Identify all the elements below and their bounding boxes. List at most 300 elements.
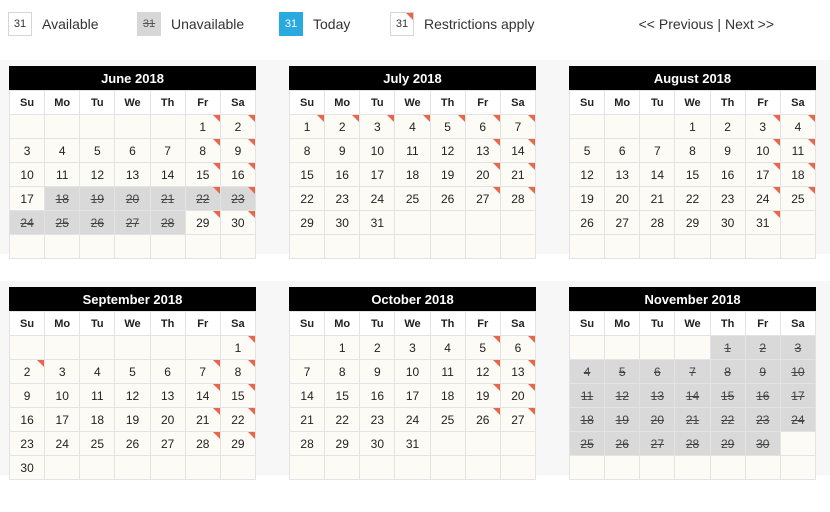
- empty-cell: [360, 456, 395, 480]
- empty-cell: [115, 456, 150, 480]
- weekday-header: Sa: [221, 312, 256, 336]
- empty-cell: [10, 336, 45, 360]
- day-cell[interactable]: 16: [325, 163, 360, 187]
- legend-unavailable-label: Unavailable: [171, 16, 245, 32]
- day-cell[interactable]: 26: [570, 211, 605, 235]
- weekday-header: Su: [10, 91, 45, 115]
- empty-cell: [605, 115, 640, 139]
- day-cell: 19: [80, 187, 115, 211]
- day-cell: 7: [675, 360, 710, 384]
- weekday-header: Th: [711, 91, 746, 115]
- day-cell[interactable]: 18: [431, 384, 466, 408]
- day-cell[interactable]: 13: [501, 360, 536, 384]
- day-cell: 11: [570, 384, 605, 408]
- weekday-header: Sa: [221, 91, 256, 115]
- day-cell[interactable]: 17: [10, 187, 45, 211]
- month-title: August 2018: [569, 66, 816, 90]
- day-cell: 28: [151, 211, 186, 235]
- day-cell[interactable]: 21: [290, 408, 325, 432]
- day-cell[interactable]: 1: [675, 115, 710, 139]
- day-cell[interactable]: 12: [570, 163, 605, 187]
- day-cell[interactable]: 3: [360, 115, 395, 139]
- day-cell[interactable]: 19: [431, 163, 466, 187]
- empty-cell: [781, 211, 816, 235]
- day-cell[interactable]: 18: [781, 163, 816, 187]
- weekday-header: Sa: [501, 312, 536, 336]
- day-cell[interactable]: 11: [45, 163, 80, 187]
- day-cell[interactable]: 27: [466, 187, 501, 211]
- empty-cell: [221, 456, 256, 480]
- day-cell[interactable]: 11: [395, 139, 430, 163]
- day-cell[interactable]: 14: [186, 384, 221, 408]
- day-cell[interactable]: 30: [10, 456, 45, 480]
- day-cell: 3: [781, 336, 816, 360]
- day-cell: 18: [45, 187, 80, 211]
- empty-cell: [80, 115, 115, 139]
- day-cell[interactable]: 2: [325, 115, 360, 139]
- day-cell: 18: [570, 408, 605, 432]
- day-cell[interactable]: 27: [151, 432, 186, 456]
- weekday-header: Mo: [605, 91, 640, 115]
- empty-cell: [605, 336, 640, 360]
- day-cell[interactable]: 15: [290, 163, 325, 187]
- empty-cell: [501, 235, 536, 259]
- nav-separator: |: [717, 16, 721, 32]
- day-cell[interactable]: 28: [186, 432, 221, 456]
- previous-link[interactable]: << Previous: [638, 16, 714, 32]
- day-cell: 16: [746, 384, 781, 408]
- day-cell[interactable]: 9: [10, 384, 45, 408]
- empty-cell: [640, 456, 675, 480]
- empty-cell: [221, 235, 256, 259]
- weekday-header: We: [675, 91, 710, 115]
- day-cell[interactable]: 1: [221, 336, 256, 360]
- day-cell[interactable]: 13: [466, 139, 501, 163]
- weekday-header: We: [115, 312, 150, 336]
- day-cell[interactable]: 23: [360, 408, 395, 432]
- legend-today: [279, 10, 350, 38]
- day-cell[interactable]: 8: [290, 139, 325, 163]
- month-title: November 2018: [569, 287, 816, 311]
- weekday-header: Th: [151, 312, 186, 336]
- day-cell[interactable]: 22: [325, 408, 360, 432]
- day-cell[interactable]: 5: [115, 360, 150, 384]
- empty-cell: [80, 336, 115, 360]
- weekday-header: Fr: [466, 91, 501, 115]
- weekday-header: Tu: [80, 91, 115, 115]
- day-cell[interactable]: 17: [45, 408, 80, 432]
- empty-cell: [781, 456, 816, 480]
- empty-cell: [570, 336, 605, 360]
- day-cell[interactable]: 6: [466, 115, 501, 139]
- day-cell: 29: [711, 432, 746, 456]
- day-cell[interactable]: 4: [781, 115, 816, 139]
- day-cell[interactable]: 10: [10, 163, 45, 187]
- empty-cell: [675, 336, 710, 360]
- calendar-month: [569, 66, 816, 259]
- weekday-header: Fr: [746, 91, 781, 115]
- day-cell[interactable]: 15: [675, 163, 710, 187]
- day-cell[interactable]: 15: [186, 163, 221, 187]
- calendar-month: [9, 66, 256, 259]
- legend-restrictions: [390, 10, 535, 38]
- day-cell[interactable]: 17: [395, 384, 430, 408]
- day-cell: 21: [675, 408, 710, 432]
- empty-cell: [45, 115, 80, 139]
- day-cell[interactable]: 2: [360, 336, 395, 360]
- day-cell[interactable]: 5: [466, 336, 501, 360]
- weekday-header: We: [395, 91, 430, 115]
- day-cell[interactable]: 2: [10, 360, 45, 384]
- day-cell: 26: [80, 211, 115, 235]
- empty-cell: [431, 211, 466, 235]
- day-cell[interactable]: 12: [115, 384, 150, 408]
- day-cell[interactable]: 17: [746, 163, 781, 187]
- day-cell[interactable]: 30: [711, 211, 746, 235]
- empty-cell: [360, 235, 395, 259]
- day-cell[interactable]: 1: [186, 115, 221, 139]
- day-cell[interactable]: 14: [290, 384, 325, 408]
- day-cell[interactable]: 25: [80, 432, 115, 456]
- calendar-month: [569, 287, 816, 480]
- empty-cell: [431, 456, 466, 480]
- weekday-header: We: [395, 312, 430, 336]
- day-cell[interactable]: 30: [360, 432, 395, 456]
- empty-cell: [325, 235, 360, 259]
- day-grid: [9, 90, 256, 259]
- day-cell[interactable]: 31: [395, 432, 430, 456]
- day-cell[interactable]: 10: [360, 139, 395, 163]
- weekday-header: Tu: [360, 312, 395, 336]
- day-cell[interactable]: 13: [115, 163, 150, 187]
- next-link[interactable]: Next >>: [724, 16, 774, 32]
- day-cell[interactable]: 11: [781, 139, 816, 163]
- day-cell: 23: [746, 408, 781, 432]
- day-cell[interactable]: 7: [151, 139, 186, 163]
- day-cell[interactable]: 24: [45, 432, 80, 456]
- day-cell: 23: [221, 187, 256, 211]
- legend-available-label: Available: [42, 16, 99, 32]
- day-cell[interactable]: 7: [290, 360, 325, 384]
- empty-cell: [675, 456, 710, 480]
- day-cell: 30: [746, 432, 781, 456]
- day-cell[interactable]: 21: [186, 408, 221, 432]
- day-cell: 10: [781, 360, 816, 384]
- empty-cell: [325, 456, 360, 480]
- day-cell[interactable]: 23: [325, 187, 360, 211]
- day-cell[interactable]: 19: [115, 408, 150, 432]
- empty-cell: [570, 235, 605, 259]
- day-grid: [9, 311, 256, 480]
- day-cell[interactable]: 25: [431, 408, 466, 432]
- day-cell[interactable]: 10: [395, 360, 430, 384]
- weekday-header: We: [675, 312, 710, 336]
- day-cell[interactable]: 5: [431, 115, 466, 139]
- day-grid: [289, 90, 536, 259]
- weekday-header: Th: [431, 312, 466, 336]
- day-grid: [289, 311, 536, 480]
- day-cell[interactable]: 16: [360, 384, 395, 408]
- day-cell[interactable]: 13: [151, 384, 186, 408]
- day-cell[interactable]: 25: [395, 187, 430, 211]
- weekday-header: Mo: [325, 312, 360, 336]
- day-cell: 20: [640, 408, 675, 432]
- day-cell[interactable]: 29: [675, 211, 710, 235]
- day-grid: [569, 311, 816, 480]
- weekday-header: Su: [10, 312, 45, 336]
- day-cell[interactable]: 12: [80, 163, 115, 187]
- weekday-header: Su: [290, 312, 325, 336]
- day-cell[interactable]: 26: [115, 432, 150, 456]
- day-cell: 27: [115, 211, 150, 235]
- empty-cell: [395, 211, 430, 235]
- day-cell[interactable]: 10: [45, 384, 80, 408]
- empty-cell: [501, 456, 536, 480]
- day-cell[interactable]: 24: [395, 408, 430, 432]
- day-cell[interactable]: 19: [570, 187, 605, 211]
- day-cell[interactable]: 6: [151, 360, 186, 384]
- empty-cell: [186, 235, 221, 259]
- empty-cell: [10, 235, 45, 259]
- day-cell[interactable]: 4: [431, 336, 466, 360]
- day-cell[interactable]: 7: [186, 360, 221, 384]
- day-cell[interactable]: 23: [10, 432, 45, 456]
- empty-cell: [290, 456, 325, 480]
- day-cell: 20: [115, 187, 150, 211]
- day-cell[interactable]: 29: [221, 432, 256, 456]
- legend-today-label: Today: [313, 16, 351, 32]
- day-cell: 22: [186, 187, 221, 211]
- legend-unavailable: [137, 10, 244, 38]
- legend-restrictions-swatch: 31: [390, 12, 414, 36]
- calendar-month: [289, 287, 536, 480]
- day-cell[interactable]: 8: [325, 360, 360, 384]
- empty-cell: [115, 115, 150, 139]
- empty-cell: [45, 336, 80, 360]
- calendar-month: [289, 66, 536, 259]
- empty-cell: [746, 456, 781, 480]
- weekday-header: Fr: [186, 312, 221, 336]
- day-cell[interactable]: 12: [431, 139, 466, 163]
- empty-cell: [151, 235, 186, 259]
- weekday-header: Su: [570, 312, 605, 336]
- empty-cell: [45, 456, 80, 480]
- empty-cell: [186, 336, 221, 360]
- weekday-header: Tu: [80, 312, 115, 336]
- day-cell[interactable]: 14: [640, 163, 675, 187]
- day-cell[interactable]: 17: [360, 163, 395, 187]
- day-cell[interactable]: 29: [186, 211, 221, 235]
- day-cell[interactable]: 9: [221, 139, 256, 163]
- day-cell[interactable]: 14: [501, 139, 536, 163]
- day-cell[interactable]: 14: [151, 163, 186, 187]
- weekday-header: Fr: [746, 312, 781, 336]
- day-cell[interactable]: 12: [466, 360, 501, 384]
- day-cell[interactable]: 23: [711, 187, 746, 211]
- day-cell: 5: [605, 360, 640, 384]
- legend-unavailable-swatch: 31: [137, 12, 161, 36]
- day-cell[interactable]: 28: [290, 432, 325, 456]
- empty-cell: [80, 235, 115, 259]
- weekday-header: Sa: [781, 312, 816, 336]
- day-cell[interactable]: 20: [605, 187, 640, 211]
- empty-cell: [675, 235, 710, 259]
- day-cell[interactable]: 7: [640, 139, 675, 163]
- day-cell[interactable]: 9: [711, 139, 746, 163]
- month-title: September 2018: [9, 287, 256, 311]
- empty-cell: [605, 456, 640, 480]
- day-cell[interactable]: 2: [221, 115, 256, 139]
- day-cell[interactable]: 20: [501, 384, 536, 408]
- day-cell[interactable]: 3: [746, 115, 781, 139]
- empty-cell: [781, 432, 816, 456]
- day-cell[interactable]: 1: [290, 115, 325, 139]
- empty-cell: [80, 456, 115, 480]
- legend-today-swatch: 31: [279, 12, 303, 36]
- weekday-header: Mo: [45, 91, 80, 115]
- weekday-header: Fr: [466, 312, 501, 336]
- day-cell[interactable]: 6: [605, 139, 640, 163]
- day-cell[interactable]: 29: [325, 432, 360, 456]
- day-cell[interactable]: 6: [115, 139, 150, 163]
- day-cell: 17: [781, 384, 816, 408]
- empty-cell: [605, 235, 640, 259]
- day-cell[interactable]: 4: [395, 115, 430, 139]
- day-cell[interactable]: 26: [466, 408, 501, 432]
- day-cell: 4: [570, 360, 605, 384]
- day-cell[interactable]: 31: [746, 211, 781, 235]
- empty-cell: [151, 336, 186, 360]
- day-cell[interactable]: 3: [45, 360, 80, 384]
- day-cell[interactable]: 27: [501, 408, 536, 432]
- day-cell[interactable]: 9: [360, 360, 395, 384]
- empty-cell: [115, 235, 150, 259]
- day-cell[interactable]: 22: [675, 187, 710, 211]
- day-cell: 21: [151, 187, 186, 211]
- day-cell[interactable]: 13: [605, 163, 640, 187]
- day-cell[interactable]: 24: [746, 187, 781, 211]
- day-cell: 25: [570, 432, 605, 456]
- day-cell[interactable]: 27: [605, 211, 640, 235]
- day-cell[interactable]: 9: [325, 139, 360, 163]
- day-cell[interactable]: 7: [501, 115, 536, 139]
- legend-available-swatch: 31: [8, 12, 32, 36]
- weekday-header: Sa: [501, 91, 536, 115]
- day-cell: 26: [605, 432, 640, 456]
- empty-cell: [395, 456, 430, 480]
- day-cell[interactable]: 30: [325, 211, 360, 235]
- calendar-month: [9, 287, 256, 480]
- day-cell: 8: [711, 360, 746, 384]
- empty-cell: [431, 432, 466, 456]
- day-cell[interactable]: 8: [221, 360, 256, 384]
- legend-available: [8, 10, 99, 38]
- empty-cell: [45, 235, 80, 259]
- day-cell[interactable]: 26: [431, 187, 466, 211]
- weekday-header: Tu: [360, 91, 395, 115]
- day-cell[interactable]: 5: [80, 139, 115, 163]
- empty-cell: [746, 235, 781, 259]
- day-cell[interactable]: 16: [221, 163, 256, 187]
- empty-cell: [431, 235, 466, 259]
- day-cell: 24: [10, 211, 45, 235]
- day-cell: 2: [746, 336, 781, 360]
- day-cell[interactable]: 16: [711, 163, 746, 187]
- day-cell[interactable]: 24: [360, 187, 395, 211]
- day-cell[interactable]: 20: [151, 408, 186, 432]
- day-cell: 22: [711, 408, 746, 432]
- day-cell[interactable]: 28: [640, 211, 675, 235]
- empty-cell: [640, 336, 675, 360]
- day-cell[interactable]: 30: [221, 211, 256, 235]
- month-navigation: [639, 10, 774, 38]
- empty-cell: [466, 456, 501, 480]
- weekday-header: Su: [290, 91, 325, 115]
- day-cell[interactable]: 19: [466, 384, 501, 408]
- empty-cell: [640, 115, 675, 139]
- day-cell[interactable]: 15: [221, 384, 256, 408]
- empty-cell: [501, 211, 536, 235]
- empty-cell: [186, 456, 221, 480]
- day-cell[interactable]: 20: [466, 163, 501, 187]
- day-cell: 15: [711, 384, 746, 408]
- day-cell[interactable]: 3: [10, 139, 45, 163]
- day-cell: 24: [781, 408, 816, 432]
- empty-cell: [640, 235, 675, 259]
- day-cell[interactable]: 22: [221, 408, 256, 432]
- day-cell[interactable]: 3: [395, 336, 430, 360]
- day-cell[interactable]: 8: [186, 139, 221, 163]
- day-cell[interactable]: 1: [325, 336, 360, 360]
- day-cell[interactable]: 29: [290, 211, 325, 235]
- empty-cell: [570, 456, 605, 480]
- weekday-header: Tu: [640, 312, 675, 336]
- empty-cell: [290, 336, 325, 360]
- day-cell[interactable]: 15: [325, 384, 360, 408]
- day-cell[interactable]: 25: [781, 187, 816, 211]
- day-cell[interactable]: 31: [360, 211, 395, 235]
- empty-cell: [781, 235, 816, 259]
- day-cell[interactable]: 21: [501, 163, 536, 187]
- day-cell[interactable]: 16: [10, 408, 45, 432]
- empty-cell: [466, 211, 501, 235]
- day-grid: [569, 90, 816, 259]
- day-cell[interactable]: 18: [395, 163, 430, 187]
- day-cell[interactable]: 2: [711, 115, 746, 139]
- empty-cell: [290, 235, 325, 259]
- day-cell[interactable]: 22: [290, 187, 325, 211]
- day-cell[interactable]: 6: [501, 336, 536, 360]
- day-cell: 14: [675, 384, 710, 408]
- weekday-header: Su: [570, 91, 605, 115]
- day-cell: 12: [605, 384, 640, 408]
- day-cell[interactable]: 5: [570, 139, 605, 163]
- day-cell[interactable]: 10: [746, 139, 781, 163]
- day-cell[interactable]: 11: [80, 384, 115, 408]
- day-cell[interactable]: 4: [80, 360, 115, 384]
- day-cell[interactable]: 28: [501, 187, 536, 211]
- day-cell[interactable]: 18: [80, 408, 115, 432]
- empty-cell: [466, 235, 501, 259]
- day-cell[interactable]: 4: [45, 139, 80, 163]
- empty-cell: [711, 456, 746, 480]
- weekday-header: Th: [711, 312, 746, 336]
- weekday-header: Mo: [325, 91, 360, 115]
- day-cell[interactable]: 11: [431, 360, 466, 384]
- day-cell[interactable]: 8: [675, 139, 710, 163]
- day-cell[interactable]: 21: [640, 187, 675, 211]
- day-cell: 25: [45, 211, 80, 235]
